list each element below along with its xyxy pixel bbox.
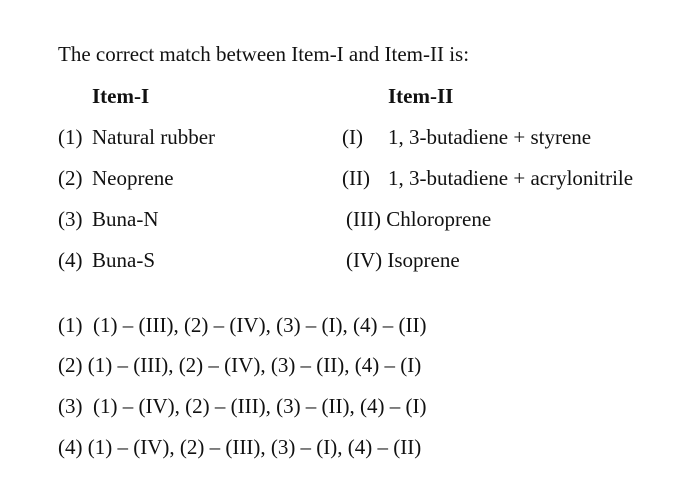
- answer-option-1: (1) (1) – (III), (2) – (IV), (3) – (I), (4) – (II): [58, 313, 427, 337]
- row-2-roman: (II): [342, 166, 370, 190]
- answer-option-2: (2) (1) – (III), (2) – (IV), (3) – (II), (4) – (I): [58, 353, 422, 377]
- item-ii-header: Item-II: [388, 84, 454, 108]
- row-1-roman: (I): [342, 125, 363, 149]
- row-2-number: (2): [58, 166, 83, 190]
- row-3-item-i: Buna-N: [92, 207, 159, 231]
- row-2-item-ii: 1, 3-butadiene + acrylonitrile: [388, 166, 634, 190]
- row-4-item-ii: (IV) Isoprene: [346, 248, 460, 272]
- answer-option-3: (3) (1) – (IV), (2) – (III), (3) – (II), (4) – (I): [58, 394, 427, 418]
- row-1-item-i: Natural rubber: [92, 125, 216, 149]
- row-4-item-i: Buna-S: [92, 248, 155, 272]
- answer-option-4: (4) (1) – (IV), (2) – (III), (3) – (I), (4) – (II): [58, 435, 422, 459]
- row-2-item-i: Neoprene: [92, 166, 174, 190]
- row-1-item-ii: 1, 3-butadiene + styrene: [388, 125, 592, 149]
- item-i-header: Item-I: [92, 84, 150, 108]
- row-1-number: (1): [58, 125, 83, 149]
- question-text: The correct match between Item-I and Item-II is:: [58, 42, 470, 66]
- row-3-item-ii: (III) Chloroprene: [346, 207, 492, 231]
- row-4-number: (4): [58, 248, 83, 272]
- row-3-number: (3): [58, 207, 83, 231]
